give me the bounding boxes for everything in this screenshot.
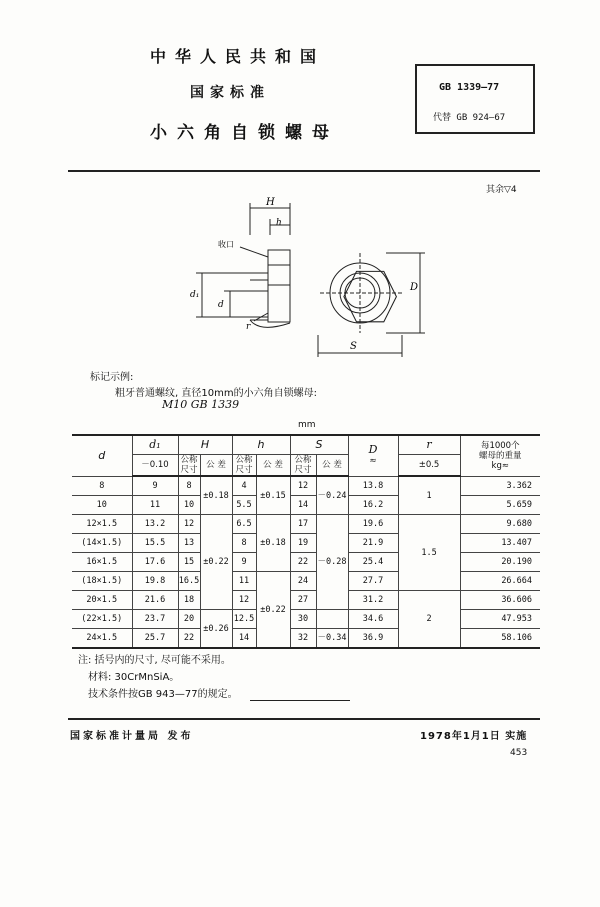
cell-S: 24 xyxy=(290,572,316,591)
cell-S-tol: －0.28 xyxy=(316,515,348,610)
cell-S: 14 xyxy=(290,496,316,515)
cell-d1: 11 xyxy=(132,496,178,515)
cell-d: (18×1.5) xyxy=(72,572,132,591)
col-H: H xyxy=(178,435,232,455)
note-technical: 技术条件按GB 943—77的规定。 xyxy=(88,689,238,700)
table-row xyxy=(72,553,540,572)
table-row xyxy=(72,496,540,515)
col-d1-tol: －0.10 xyxy=(132,455,178,477)
table-row xyxy=(72,534,540,553)
cell-D: 16.2 xyxy=(348,496,398,515)
cell-H: 10 xyxy=(178,496,200,515)
cell-D: 21.9 xyxy=(348,534,398,553)
cell-S: 32 xyxy=(290,629,316,649)
cell-D: 31.2 xyxy=(348,591,398,610)
cell-S: 19 xyxy=(290,534,316,553)
cell-h: 9 xyxy=(232,553,256,572)
footer-publisher: 国家标准计量局 发布 xyxy=(70,731,194,742)
unit-label: mm xyxy=(298,420,316,430)
cell-h: 6.5 xyxy=(232,515,256,534)
cell-D: 19.6 xyxy=(348,515,398,534)
cell-S-tol: －0.34 xyxy=(316,629,348,649)
cell-d: 24×1.5 xyxy=(72,629,132,649)
cell-D: 34.6 xyxy=(348,610,398,629)
cell-h-tol: ±0.15 xyxy=(256,476,290,515)
cell-r: 1 xyxy=(398,476,460,515)
standard-code-box xyxy=(415,64,535,134)
cell-d: 20×1.5 xyxy=(72,591,132,610)
col-h-nominal: 公称尺寸 xyxy=(232,455,256,477)
cell-h-tol: ±0.22 xyxy=(256,572,290,649)
cell-S: 27 xyxy=(290,591,316,610)
page-title: 小六角自锁螺母 xyxy=(150,123,339,143)
notes-rule xyxy=(250,700,350,701)
cell-H-tol: ±0.26 xyxy=(200,610,232,649)
cell-weight: 58.106 xyxy=(460,629,540,649)
cell-H: 22 xyxy=(178,629,200,649)
col-S: S xyxy=(290,435,348,455)
col-S-nominal: 公称尺寸 xyxy=(290,455,316,477)
col-S-tol: 公 差 xyxy=(316,455,348,477)
nut-drawing xyxy=(180,195,430,365)
label-closing: 收口 xyxy=(218,240,234,249)
label-H: H xyxy=(266,197,275,208)
cell-h: 12.5 xyxy=(232,610,256,629)
cell-d1: 17.6 xyxy=(132,553,178,572)
dimension-table xyxy=(72,434,540,649)
col-H-nominal: 公称尺寸 xyxy=(178,455,200,477)
cell-H-tol: ±0.22 xyxy=(200,515,232,610)
cell-weight: 20.190 xyxy=(460,553,540,572)
cell-H: 15 xyxy=(178,553,200,572)
cell-S: 17 xyxy=(290,515,316,534)
cell-weight: 26.664 xyxy=(460,572,540,591)
col-weight: 每1000个 螺母的重量 kg≈ xyxy=(460,435,540,476)
footer-rule xyxy=(68,718,540,720)
cell-d1: 19.8 xyxy=(132,572,178,591)
header-standard-type: 国家标准 xyxy=(190,85,270,101)
cell-H: 20 xyxy=(178,610,200,629)
cell-weight: 3.362 xyxy=(460,476,540,496)
cell-r: 1.5 xyxy=(398,515,460,591)
cell-D: 27.7 xyxy=(348,572,398,591)
table-row xyxy=(72,629,540,649)
col-d: d xyxy=(72,435,132,476)
cell-d1: 23.7 xyxy=(132,610,178,629)
cell-d: 16×1.5 xyxy=(72,553,132,572)
col-r: r xyxy=(398,435,460,455)
col-h-tol: 公 差 xyxy=(256,455,290,477)
standard-code: GB 1339—77 xyxy=(439,82,500,93)
cell-H: 12 xyxy=(178,515,200,534)
label-h: h xyxy=(276,218,282,228)
table-row xyxy=(72,610,540,629)
cell-S: 22 xyxy=(290,553,316,572)
cell-h: 12 xyxy=(232,591,256,610)
cell-S: 30 xyxy=(290,610,316,629)
cell-d1: 21.6 xyxy=(132,591,178,610)
replaces-code: 代替 GB 924—67 xyxy=(433,113,506,123)
col-h: h xyxy=(232,435,290,455)
cell-weight: 13.407 xyxy=(460,534,540,553)
label-d: d xyxy=(218,300,224,310)
label-D: D xyxy=(410,282,419,293)
roughness-mark: 其余▽4 xyxy=(486,185,517,195)
cell-d: 8 xyxy=(72,476,132,496)
cell-d: 12×1.5 xyxy=(72,515,132,534)
cell-S-tol xyxy=(316,610,348,629)
cell-d1: 15.5 xyxy=(132,534,178,553)
note-brackets: 注: 括号内的尺寸, 尽可能不采用。 xyxy=(78,655,231,666)
label-r: r xyxy=(246,322,251,332)
cell-weight: 47.953 xyxy=(460,610,540,629)
cell-d: 10 xyxy=(72,496,132,515)
cell-d1: 13.2 xyxy=(132,515,178,534)
header-rule xyxy=(68,170,540,172)
col-d1: d₁ xyxy=(132,435,178,455)
cell-S-tol: －0.24 xyxy=(316,476,348,515)
cell-d1: 9 xyxy=(132,476,178,496)
cell-h: 4 xyxy=(232,476,256,496)
cell-H-tol: ±0.18 xyxy=(200,476,232,515)
example-description: 粗牙普通螺纹, 直径10mm的小六角自锁螺母: xyxy=(115,388,317,399)
cell-weight: 9.680 xyxy=(460,515,540,534)
cell-weight: 5.659 xyxy=(460,496,540,515)
cell-weight: 36.606 xyxy=(460,591,540,610)
cell-h-tol: ±0.18 xyxy=(256,515,290,572)
cell-D: 36.9 xyxy=(348,629,398,649)
note-material: 材料: 30CrMnSiA。 xyxy=(88,672,180,683)
cell-h: 5.5 xyxy=(232,496,256,515)
col-H-tol: 公 差 xyxy=(200,455,232,477)
notes xyxy=(78,652,238,703)
example-heading: 标记示例: xyxy=(90,372,134,383)
footer-effective-date: 1978年1月1日 实施 xyxy=(420,731,528,742)
label-d1: d₁ xyxy=(190,290,200,300)
cell-d: (14×1.5) xyxy=(72,534,132,553)
table-header-row xyxy=(72,435,540,455)
cell-H: 18 xyxy=(178,591,200,610)
page-number: 453 xyxy=(510,748,528,758)
example-designation: M10 GB 1339 xyxy=(162,398,240,411)
label-S: S xyxy=(350,341,357,352)
cell-h: 11 xyxy=(232,572,256,591)
col-r-tol: ±0.5 xyxy=(398,455,460,477)
header-country: 中华人民共和国 xyxy=(150,47,326,66)
cell-H: 8 xyxy=(178,476,200,496)
col-D: D ≈ xyxy=(348,435,398,476)
cell-H: 13 xyxy=(178,534,200,553)
table-row xyxy=(72,572,540,591)
table-row xyxy=(72,476,540,496)
cell-d: (22×1.5) xyxy=(72,610,132,629)
cell-h: 8 xyxy=(232,534,256,553)
cell-S: 12 xyxy=(290,476,316,496)
table-row xyxy=(72,515,540,534)
cell-D: 13.8 xyxy=(348,476,398,496)
cell-D: 25.4 xyxy=(348,553,398,572)
table-row xyxy=(72,591,540,610)
cell-H: 16.5 xyxy=(178,572,200,591)
cell-d1: 25.7 xyxy=(132,629,178,649)
cell-r: 2 xyxy=(398,591,460,649)
cell-h: 14 xyxy=(232,629,256,649)
